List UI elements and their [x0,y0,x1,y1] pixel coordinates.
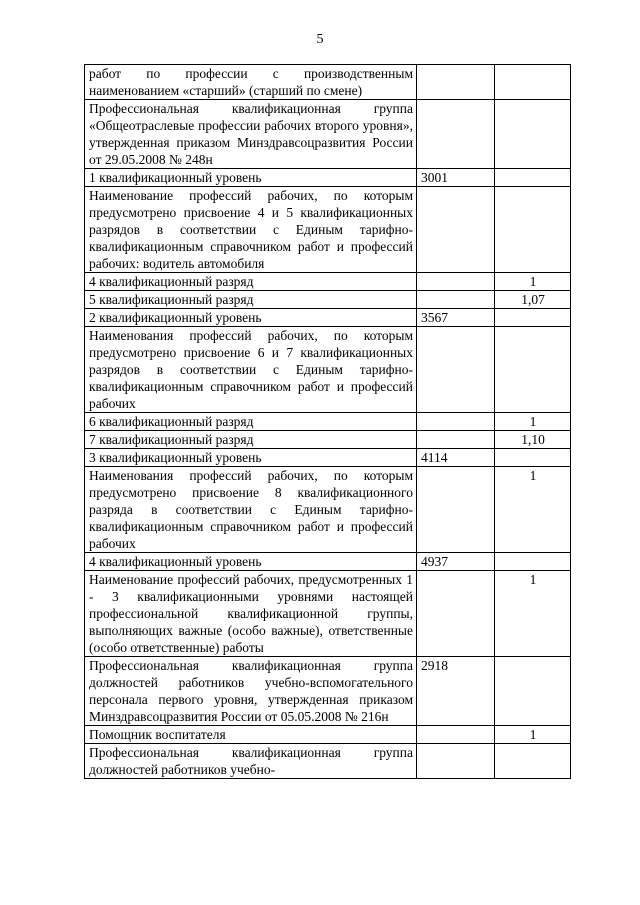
row-coefficient [495,553,571,571]
table-row [85,571,571,657]
row-coefficient: 1 [495,571,571,657]
row-salary-value: 4937 [417,553,495,571]
table-row [85,449,571,467]
table-row [85,273,571,291]
row-coefficient [495,187,571,273]
row-coefficient: 1 [495,726,571,744]
row-description: Профессиональная квалификационная группа должностей работников учебно- [85,744,417,779]
row-description: 4 квалификационный уровень [85,553,417,571]
table-body [85,65,571,779]
row-coefficient [495,169,571,187]
row-coefficient: 1 [495,467,571,553]
table-row [85,291,571,309]
row-salary-value [417,467,495,553]
row-salary-value [417,726,495,744]
row-salary-value [417,327,495,413]
table-row [85,100,571,169]
row-description: 7 квалификационный разряд [85,431,417,449]
table-row [85,726,571,744]
row-coefficient [495,744,571,779]
row-description: 3 квалификационный уровень [85,449,417,467]
row-description: 6 квалификационный разряд [85,413,417,431]
row-salary-value: 2918 [417,657,495,726]
row-salary-value [417,65,495,100]
table-row [85,553,571,571]
salary-table [84,64,571,779]
table-row [85,327,571,413]
row-description: 1 квалификационный уровень [85,169,417,187]
row-coefficient [495,657,571,726]
row-description: Профессиональная квалификационная группа «Общеотраслевые профессии рабочих второго уровня», утвержденная приказом Минздравсоцразвития России от 29.05.2008 № 248н [85,100,417,169]
table-row [85,431,571,449]
table-row [85,744,571,779]
row-coefficient: 1 [495,273,571,291]
row-coefficient [495,309,571,327]
row-salary-value [417,187,495,273]
row-coefficient: 1,10 [495,431,571,449]
row-description: Наименования профессий рабочих, по которым предусмотрено присвоение 6 и 7 квалификационных разрядов в соответствии с Единым тарифно-квалификационным справочником работ и профессий рабочих [85,327,417,413]
row-coefficient [495,65,571,100]
row-description: 4 квалификационный разряд [85,273,417,291]
table-row [85,187,571,273]
row-salary-value [417,744,495,779]
row-salary-value [417,273,495,291]
row-salary-value: 4114 [417,449,495,467]
table-row [85,657,571,726]
row-description: Помощник воспитателя [85,726,417,744]
row-salary-value [417,431,495,449]
row-salary-value [417,571,495,657]
row-description: Наименование профессий рабочих, по которым предусмотрено присвоение 4 и 5 квалификационных разрядов в соответствии с Единым тарифно-квалификационным справочником работ и профессий рабочих: водитель автомобиля [85,187,417,273]
row-salary-value [417,100,495,169]
table-row [85,309,571,327]
row-salary-value: 3001 [417,169,495,187]
row-coefficient: 1 [495,413,571,431]
row-salary-value: 3567 [417,309,495,327]
row-description: работ по профессии с производственным наименованием «старший» (старший по смене) [85,65,417,100]
row-description: 2 квалификационный уровень [85,309,417,327]
row-coefficient [495,327,571,413]
page-number: 5 [316,32,324,47]
table-row [85,413,571,431]
row-coefficient: 1,07 [495,291,571,309]
row-description: 5 квалификационный разряд [85,291,417,309]
row-description: Наименование профессий рабочих, предусмотренных 1 - 3 квалификационными уровнями настоящей профессиональной квалификационной группы, выполняющих важные (особо важные), ответственные (особо ответственные) работы [85,571,417,657]
row-salary-value [417,413,495,431]
row-salary-value [417,291,495,309]
row-description: Профессиональная квалификационная группа должностей работников учебно-вспомогательного персонала первого уровня, утвержденная приказом Минздравсоцразвития России от 05.05.2008 № 216н [85,657,417,726]
table-row [85,169,571,187]
row-description: Наименования профессий рабочих, по которым предусмотрено присвоение 8 квалификационного разряда в соответствии с Единым тарифно-квалификационным справочником работ и профессий рабочих [85,467,417,553]
table-row [85,467,571,553]
row-coefficient [495,100,571,169]
table-row [85,65,571,100]
row-coefficient [495,449,571,467]
